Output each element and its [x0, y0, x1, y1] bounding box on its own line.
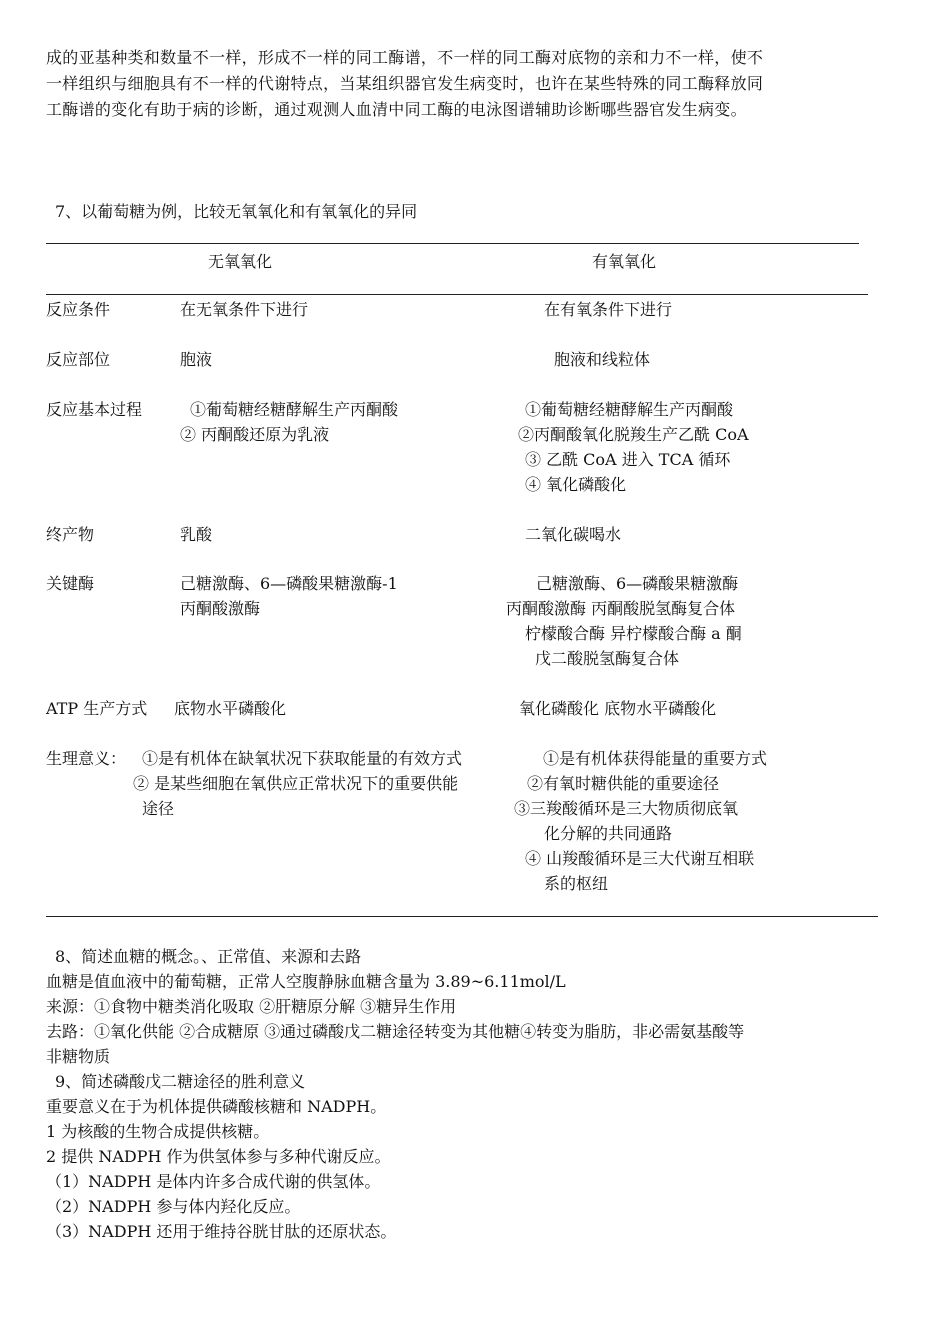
significance-aerobic-2: ②有氧时糖供能的重要途径	[527, 774, 720, 793]
q8-source: 来源：①食物中糖类消化吸取 ②肝糖原分解 ③糖异生作用	[46, 997, 457, 1016]
row-process-anaerobic-1: ①葡萄糖经糖酵解生产丙酮酸	[190, 400, 399, 419]
q9-title: 9、简述磷酸戊二糖途径的胜利意义	[55, 1072, 306, 1091]
header-aerobic: 有氧氧化	[592, 252, 657, 271]
row-process-aerobic-1: ①葡萄糖经糖酵解生产丙酮酸	[525, 400, 734, 419]
row-enzymes-aerobic-1: 己糖激酶、6—磷酸果糖激酶	[536, 574, 739, 593]
row-label-process: 反应基本过程	[46, 400, 143, 419]
row-enzymes-aerobic-4: 戊二酸脱氢酶复合体	[535, 649, 680, 668]
significance-anaerobic-3: 途径	[142, 799, 175, 818]
row-label-product: 终产物	[46, 525, 95, 544]
row-process-aerobic-3: ③ 乙酰 CoA 进入 TCA 循环	[525, 450, 731, 469]
q9-line-2: 1 为核酸的生物合成提供核糖。	[46, 1122, 270, 1141]
significance-aerobic-1: ①是有机体获得能量的重要方式	[543, 749, 768, 768]
row-condition-anaerobic: 在无氧条件下进行	[180, 300, 309, 319]
significance-anaerobic-1: ①是有机体在缺氧状况下获取能量的有效方式	[142, 749, 463, 768]
table-top-rule	[46, 243, 859, 244]
significance-label: 生理意义：	[46, 749, 127, 768]
q9-line-5: （2）NADPH 参与体内羟化反应。	[46, 1197, 301, 1216]
row-label-enzymes: 关键酶	[46, 574, 95, 593]
row-atp-aerobic: 氧化磷酸化 底物水平磷酸化	[519, 699, 717, 718]
table-header-rule	[46, 294, 868, 295]
row-location-aerobic: 胞液和线粒体	[554, 350, 651, 369]
row-product-aerobic: 二氧化碳喝水	[525, 525, 622, 544]
significance-aerobic-5: ④ 山羧酸循环是三大代谢互相联	[525, 849, 755, 868]
row-label-location: 反应部位	[46, 350, 111, 369]
intro-line-3: 工酶谱的变化有助于病的诊断，通过观测人血清中同工酶的电泳图谱辅助诊断哪些器官发生病变。	[46, 100, 747, 119]
row-atp-anaerobic: 底物水平磷酸化	[174, 699, 287, 718]
q8-definition: 血糖是值血液中的葡萄糖，正常人空腹静脉血糖含量为 3.89~6.11mol/L	[46, 972, 566, 991]
intro-line-1: 成的亚基种类和数量不一样，形成不一样的同工酶谱，不一样的同工酶对底物的亲和力不一样，使不	[46, 48, 764, 67]
significance-aerobic-4: 化分解的共同通路	[544, 824, 673, 843]
row-process-anaerobic-2: ② 丙酮酸还原为乳液	[180, 425, 330, 444]
row-enzymes-anaerobic-1: 己糖激酶、6—磷酸果糖激酶-1	[180, 574, 398, 593]
row-label-condition: 反应条件	[46, 300, 111, 319]
table-bottom-rule	[46, 916, 878, 917]
header-anaerobic: 无氧氧化	[208, 252, 273, 271]
row-label-atp: ATP 生产方式	[46, 699, 148, 718]
q9-line-3: 2 提供 NADPH 作为供氢体参与多种代谢反应。	[46, 1147, 391, 1166]
row-condition-aerobic: 在有氧条件下进行	[544, 300, 673, 319]
q8-fate-line-1: 去路：①氧化供能 ②合成糖原 ③通过磷酸戊二糖途径转变为其他糖④转变为脂肪，非必需氨基酸等	[46, 1022, 745, 1041]
row-enzymes-aerobic-3: 柠檬酸合酶 异柠檬酸合酶 a 酮	[525, 624, 742, 643]
q8-title: 8、简述血糖的概念。、正常值、来源和去路	[55, 947, 362, 966]
q9-line-6: （3）NADPH 还用于维持谷胱甘肽的还原状态。	[46, 1222, 397, 1241]
significance-aerobic-6: 系的枢纽	[544, 874, 609, 893]
significance-aerobic-3: ③三羧酸循环是三大物质彻底氧	[514, 799, 739, 818]
q7-title: 7、以葡萄糖为例，比较无氧氧化和有氧氧化的异同	[55, 202, 418, 221]
row-enzymes-aerobic-2: 丙酮酸激酶 丙酮酸脱氢酶复合体	[506, 599, 736, 618]
q8-fate-line-2: 非糖物质	[46, 1047, 111, 1066]
row-process-aerobic-2: ②丙酮酸氧化脱羧生产乙酰 CoA	[518, 425, 749, 444]
row-product-anaerobic: 乳酸	[180, 525, 213, 544]
row-process-aerobic-4: ④ 氧化磷酸化	[525, 475, 627, 494]
q9-line-1: 重要意义在于为机体提供磷酸核糖和 NADPH。	[46, 1097, 387, 1116]
row-location-anaerobic: 胞液	[180, 350, 213, 369]
significance-anaerobic-2: ② 是某些细胞在氧供应正常状况下的重要供能	[133, 774, 459, 793]
row-enzymes-anaerobic-2: 丙酮酸激酶	[180, 599, 261, 618]
q9-line-4: （1）NADPH 是体内许多合成代谢的供氢体。	[46, 1172, 381, 1191]
intro-line-2: 一样组织与细胞具有不一样的代谢特点，当某组织器官发生病变时，也许在某些特殊的同工酶释放同	[46, 74, 764, 93]
